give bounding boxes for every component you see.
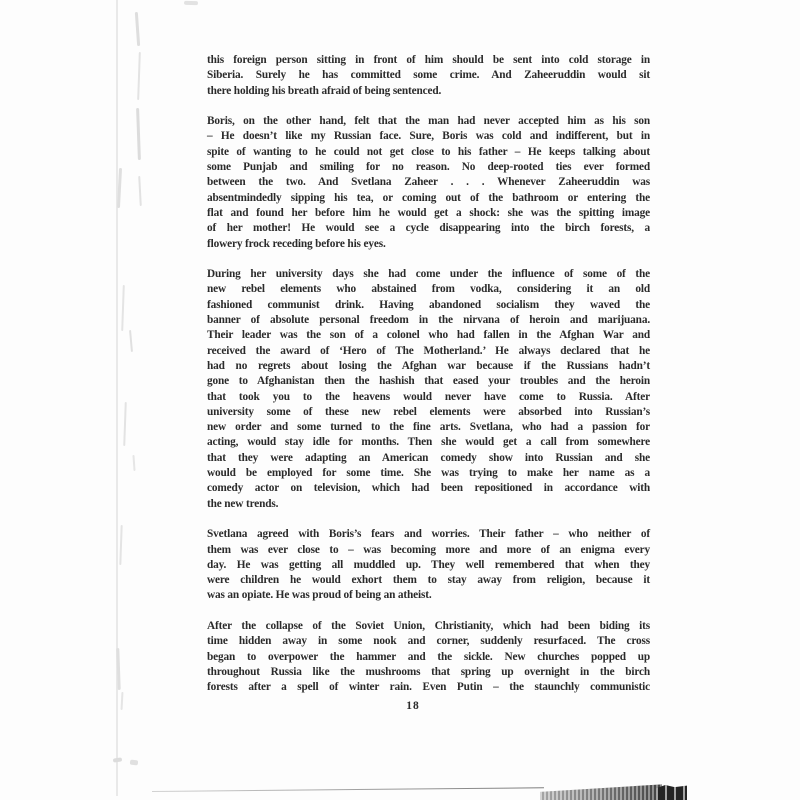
- scan-smudge: [116, 648, 120, 690]
- scan-smudge: [129, 330, 133, 352]
- text-line: – He doesn’t like my Russian face. Sure, Boris was cold and indifferent, but in: [207, 130, 650, 143]
- text-line: banner of absolute personal freedom in the nirvana of heroin and marijuana.: [207, 314, 650, 327]
- scan-smudge: [113, 757, 122, 762]
- bottom-corner-dark-artifact: [656, 785, 687, 800]
- scan-smudge: [138, 176, 142, 206]
- text-line: acting, would stay idle for months. Then she would get a call from somewhere: [207, 436, 650, 449]
- text-line: time hidden away in some nook and corner, suddenly resurfaced. The cross: [207, 635, 650, 648]
- text-line: During her university days she had come under the influence of some of the: [207, 268, 650, 281]
- text-line: comedy actor on television, which had been repositioned in accordance with: [207, 482, 650, 495]
- paragraph: [207, 53, 650, 99]
- text-line: After the collapse of the Soviet Union, Christianity, which had been biding its: [207, 619, 650, 632]
- text-line: there holding his breath afraid of being sentenced.: [207, 84, 442, 97]
- text-line: received the award of ‘Hero of The Motherland.’ He always declared that he: [207, 344, 650, 357]
- scan-smudge: [121, 692, 124, 710]
- body-text-block: [207, 53, 650, 695]
- text-line: them was ever close to – was becoming more and more of an enigma every: [207, 543, 650, 556]
- text-line: some Punjab and smiling for no reason. No deep-rooted ties ever formed: [207, 161, 650, 174]
- text-line: flowery frock receding before his eyes.: [207, 237, 386, 250]
- text-line: that took you to the heavens would never have come to Russia. After: [207, 390, 650, 403]
- text-line: absentmindedly sipping his tea, or coming out of the bathroom or entering the: [207, 191, 650, 204]
- page-number: 18: [406, 700, 420, 712]
- paragraph: [207, 267, 650, 512]
- paragraph: [207, 114, 650, 252]
- scan-smudge: [130, 760, 138, 766]
- text-line: was an opiate. He was proud of being an atheist.: [207, 589, 432, 602]
- paragraph: [207, 619, 650, 695]
- text-line: began to overpower the hammer and the sickle. New churches popped up: [207, 650, 650, 663]
- text-line: Boris, on the other hand, felt that the man had never accepted him as his son: [207, 115, 650, 128]
- scan-smudge: [132, 455, 135, 471]
- text-line: spite of wanting to he could not get close to his father – He keeps talking about: [207, 145, 650, 158]
- text-line: the new trends.: [207, 497, 279, 510]
- scan-smudge: [119, 525, 122, 565]
- scan-smudge: [121, 285, 125, 331]
- scan-smudge: [123, 402, 127, 446]
- text-line: new order and some turned to the fine arts. Svetlana, who had a passion for: [207, 421, 650, 434]
- text-line: this foreign person sitting in front of him should be sent into cold storage in: [207, 54, 650, 66]
- scan-smudge: [136, 108, 141, 160]
- text-line: of her mother! He would see a cycle disappearing into the birch forests, a: [207, 222, 650, 235]
- paragraph: [207, 527, 650, 603]
- text-line: new rebel elements who abstained from vodka, considering it an old: [207, 283, 650, 296]
- text-line: would be employed for some time. She was trying to make her name as a: [207, 467, 650, 480]
- bottom-page-edge-shadow: [540, 783, 662, 800]
- text-line: that they were adapting an American comedy show into Russian and she: [207, 451, 650, 464]
- text-line: day. He was getting all muddled up. They well remembered that when they: [207, 558, 650, 571]
- scan-smudge: [184, 1, 198, 5]
- text-line: gone to Afghanistan then the hashish that eased your troubles and the heroin: [207, 375, 650, 388]
- bottom-page-edge-line: [152, 787, 544, 792]
- text-line: throughout Russia like the mushrooms that spring up overnight in the birch: [207, 665, 650, 678]
- text-line: flat and found her before him he would get a shock: she was the spitting image: [207, 206, 650, 219]
- text-line: had no regrets about losing the Afghan war because if the Russians hadn’t: [207, 359, 650, 372]
- scan-smudge: [135, 12, 140, 46]
- scan-smudge: [137, 52, 141, 100]
- scan-smudge: [117, 168, 122, 208]
- text-line: fashioned communist drink. Having abandoned socialism they waved the: [207, 298, 650, 311]
- text-line: were children he would exhort them to stay away from religion, because it: [207, 574, 650, 587]
- text-line: forests after a spell of winter rain. Even Putin – the staunchly communistic: [207, 681, 650, 694]
- text-line: university some of these new rebel elements were absorbed into Russian’s: [207, 405, 650, 418]
- text-line: Siberia. Surely he has committed some crime. And Zaheeruddin would sit: [207, 69, 650, 82]
- text-line: between the two. And Svetlana Zaheer . . . Whenever Zaheeruddin was: [207, 176, 650, 189]
- text-line: Their leader was the son of a colonel who had fallen in the Afghan War and: [207, 329, 650, 342]
- text-line: Svetlana agreed with Boris’s fears and worries. Their father – who neither of: [207, 528, 650, 541]
